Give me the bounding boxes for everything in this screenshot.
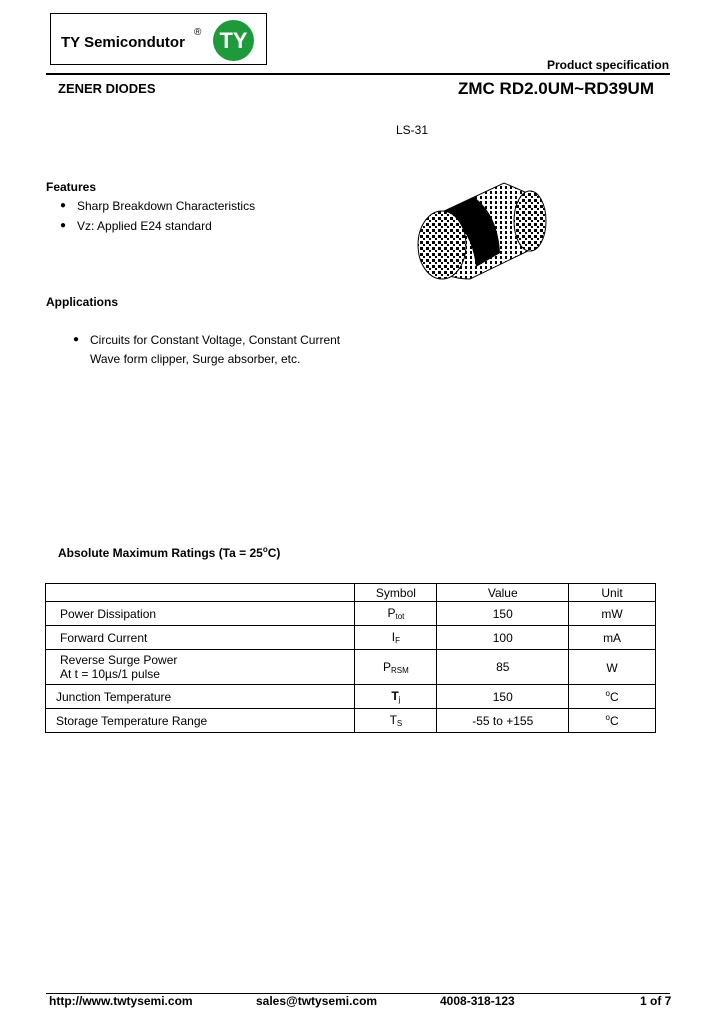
value-cell: -55 to +155: [437, 709, 569, 733]
unit-cell: [569, 602, 656, 626]
parameter-cell: Junction Temperature: [46, 685, 355, 709]
footer-page-number: 1 of 7: [640, 994, 672, 1008]
parameter-condition: At t = 10µs/1 pulse: [60, 667, 160, 681]
symbol-text: P: [387, 606, 396, 620]
table-header-row: [46, 584, 656, 602]
bullet-icon: ●: [60, 220, 67, 231]
bullet-icon: ●: [60, 200, 67, 211]
unit-text: mA: [603, 631, 622, 645]
column-header-unit: Unit: [569, 584, 656, 602]
column-header-parameter: [46, 584, 355, 602]
product-specification-label: Product specification: [547, 58, 670, 72]
table-row: [46, 650, 656, 685]
symbol-subscript: RSM: [391, 665, 409, 675]
symbol-text: T: [391, 689, 399, 703]
parameter-cell: Storage Temperature Range: [46, 709, 355, 733]
column-header-value: Value: [437, 584, 569, 602]
package-label: LS-31: [396, 123, 429, 137]
diode-package-illustration: [414, 175, 550, 287]
parameter-line: Reverse Surge Power: [60, 653, 178, 667]
registered-mark: ®: [194, 27, 202, 38]
symbol-text: I: [391, 630, 396, 644]
value-cell: 85: [437, 650, 569, 685]
feature-item: Sharp Breakdown Characteristics: [77, 199, 256, 213]
value-cell: 100: [437, 626, 569, 650]
value-cell: 150: [437, 685, 569, 709]
footer-phone: 4008-318-123: [440, 994, 515, 1008]
table-row: [46, 709, 656, 733]
unit-text: W: [606, 660, 618, 675]
footer-website-link[interactable]: http://www.twtysemi.com: [49, 994, 193, 1008]
table-row: [46, 626, 656, 650]
table-row: [46, 685, 656, 709]
features-heading: Features: [46, 180, 97, 194]
ratings-heading-text: Absolute Maximum Ratings (Ta = 25: [58, 546, 263, 560]
document-category: ZENER DIODES: [58, 81, 156, 96]
applications-heading: Applications: [46, 295, 119, 309]
symbol-cell: [355, 685, 437, 709]
symbol-subscript: S: [396, 719, 403, 728]
application-item: Wave form clipper, Surge absorber, etc.: [90, 352, 301, 366]
symbol-subscript: tot: [395, 612, 405, 621]
value-cell: 150: [437, 602, 569, 626]
ratings-heading: [58, 545, 280, 560]
symbol-cell: [355, 709, 437, 733]
unit-text: mW: [601, 607, 623, 621]
parameter-cell: Forward Current: [46, 626, 355, 650]
ratings-heading-unit: C): [267, 546, 281, 560]
footer-email-link[interactable]: sales@twtysemi.com: [256, 994, 378, 1008]
table-row: [46, 602, 656, 626]
company-logo: [50, 13, 267, 65]
unit-cell: [569, 685, 656, 709]
parameter-cell: Power Dissipation: [46, 602, 355, 626]
logo-mark: TY: [213, 20, 254, 61]
unit-superscript: o: [605, 713, 610, 722]
ratings-table: [45, 583, 656, 733]
symbol-cell: [355, 650, 437, 685]
symbol-cell: [355, 602, 437, 626]
unit-superscript: o: [605, 689, 610, 698]
symbol-cell: [355, 626, 437, 650]
symbol-subscript: F: [395, 636, 401, 645]
symbol-text: T: [389, 713, 397, 727]
unit-cell: [569, 626, 656, 650]
part-number-title: ZMC RD2.0UM~RD39UM: [458, 79, 654, 98]
symbol-subscript: j: [398, 695, 401, 704]
feature-item: Vz: Applied E24 standard: [77, 219, 212, 233]
column-header-symbol: Symbol: [355, 584, 437, 602]
header-rule: [46, 73, 670, 75]
unit-cell: [569, 709, 656, 733]
degree-mark: o: [262, 545, 268, 554]
bullet-icon: ●: [73, 334, 80, 345]
application-item: Circuits for Constant Voltage, Constant Current: [90, 333, 341, 347]
unit-text: C: [609, 690, 619, 704]
parameter-cell: [46, 650, 355, 685]
unit-cell: [569, 650, 656, 685]
symbol-text: P: [383, 659, 392, 674]
unit-text: C: [609, 714, 619, 728]
logo-text: TY Semicondutor: [61, 34, 185, 51]
